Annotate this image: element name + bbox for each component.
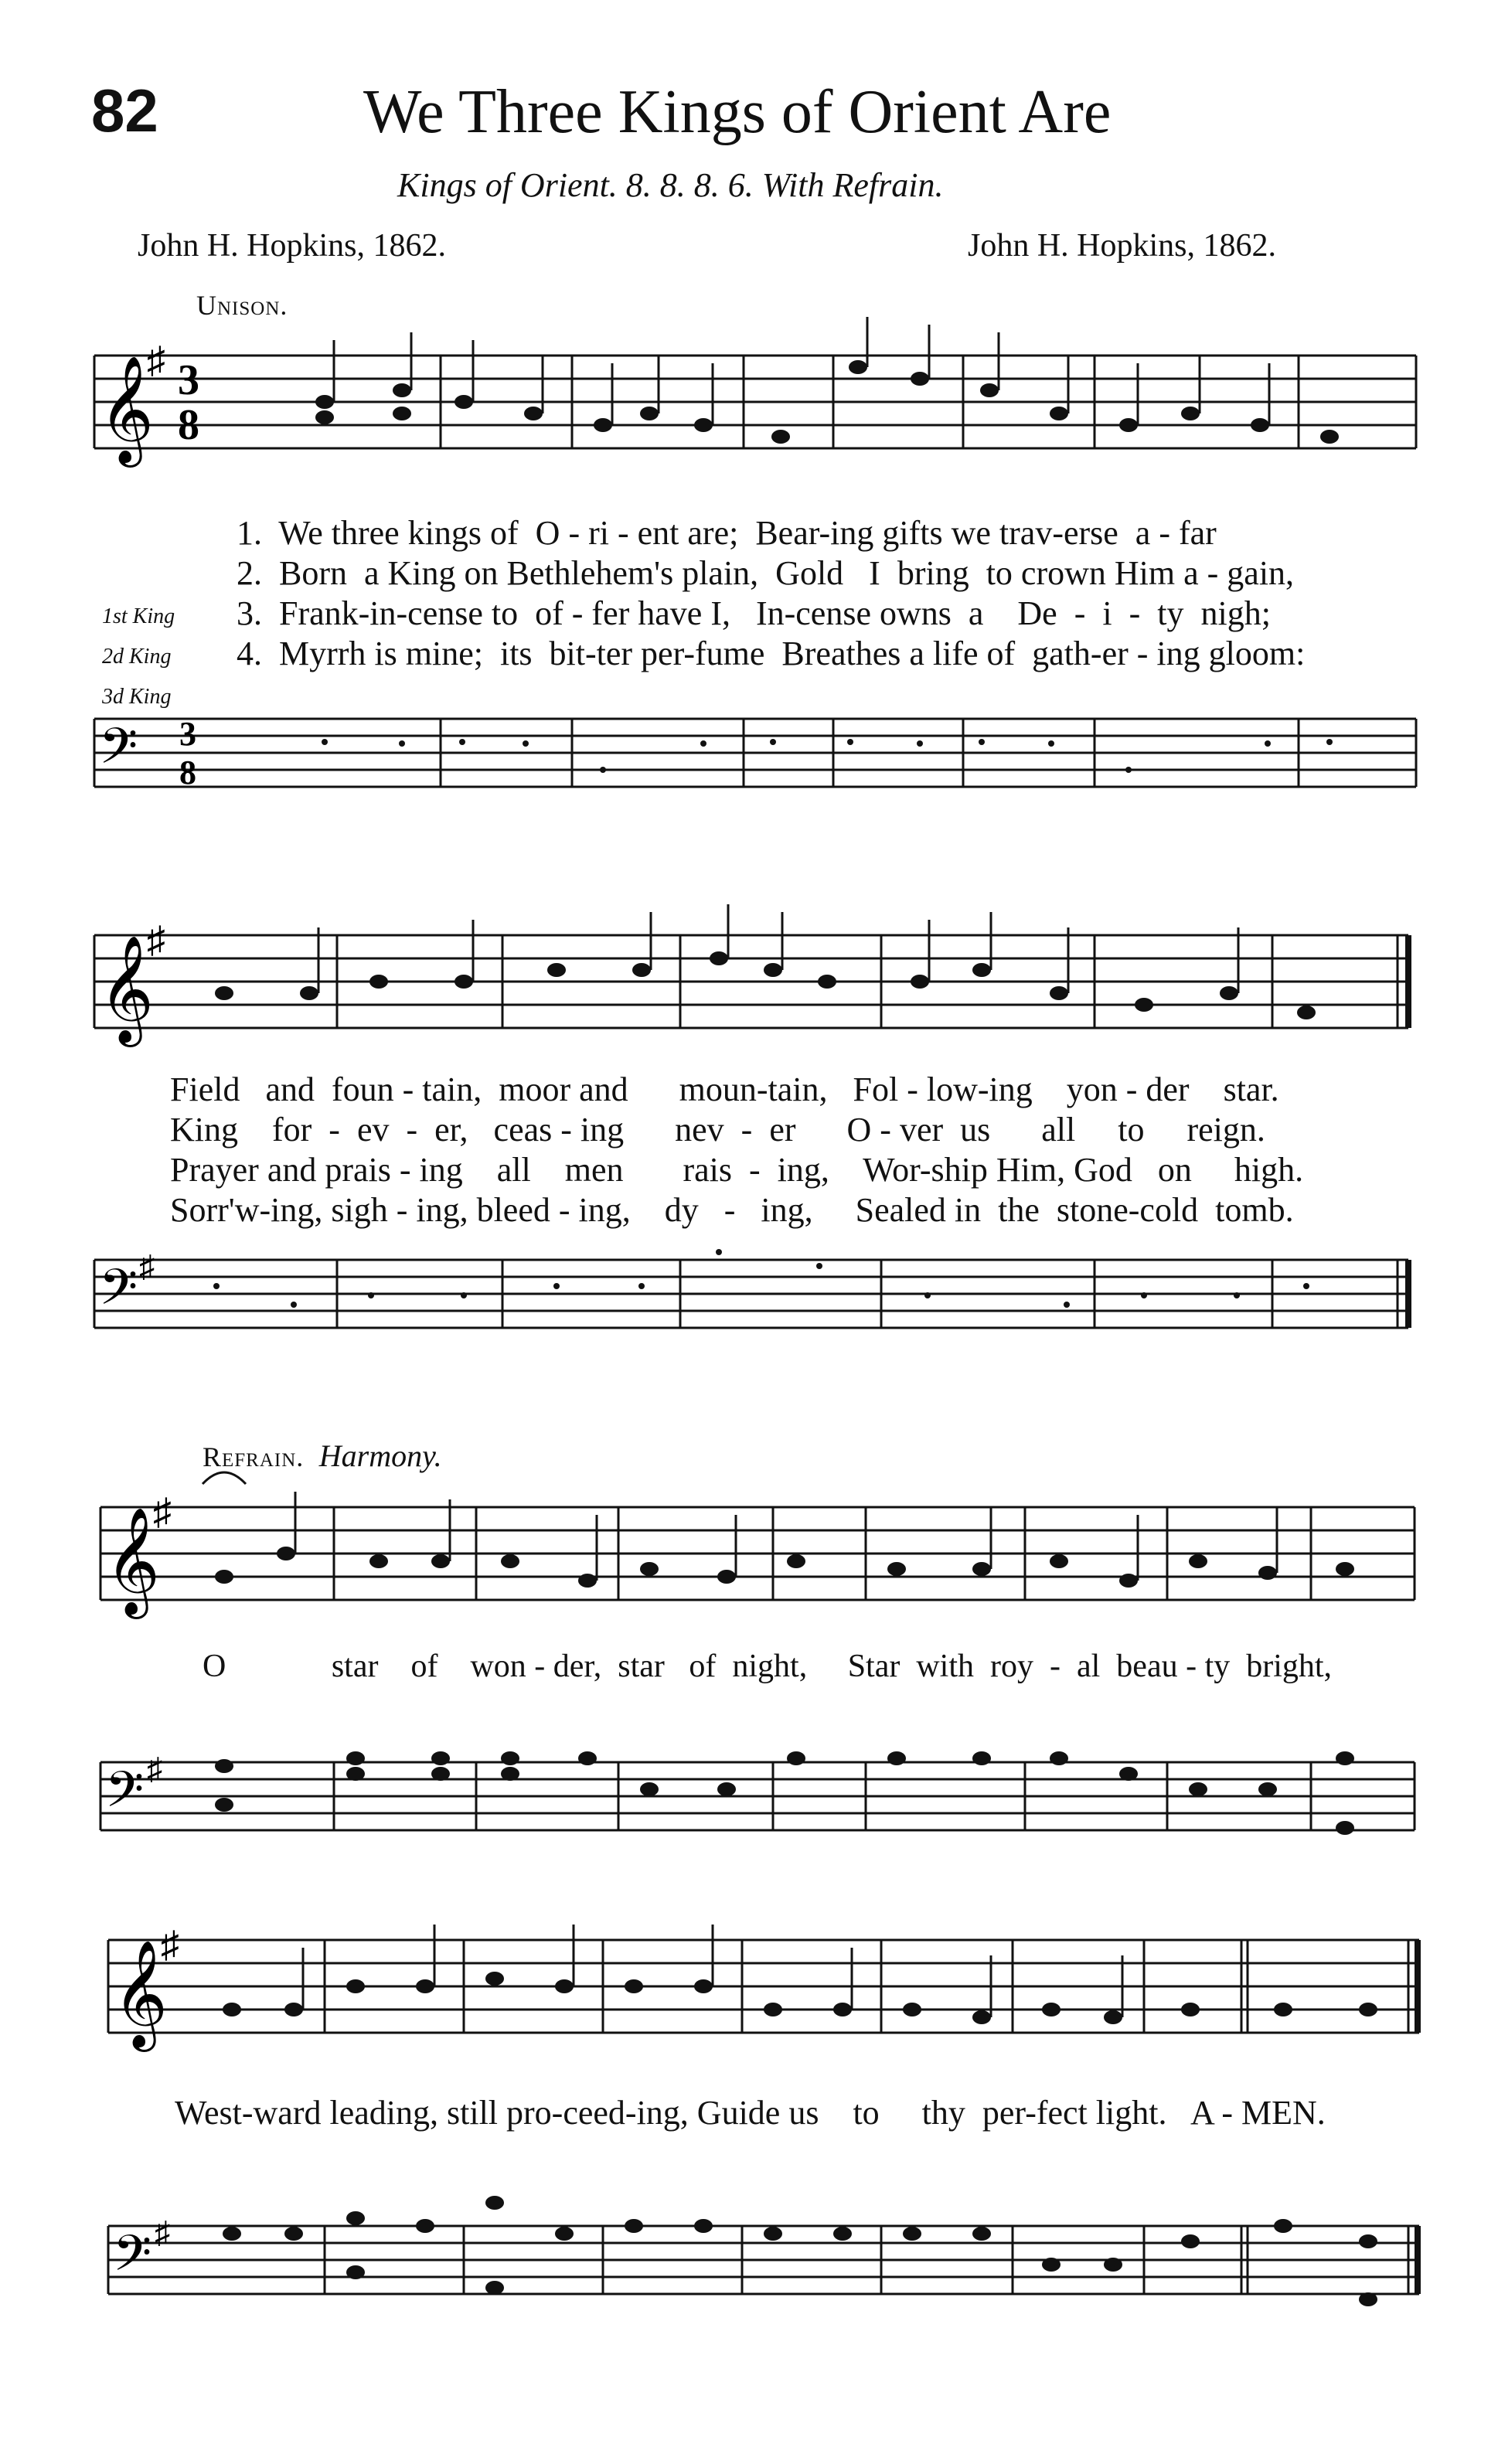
verse-3-line-2: Prayer and prais - ing all men rais - ing, Wor-ship Him, God on high.: [170, 1151, 1304, 1189]
verse-2-line-1: 2. Born a King on Bethlehem's plain, Gold I bring to crown Him a - gain,: [237, 554, 1295, 592]
verses-block-1: [237, 513, 1305, 674]
verse-1-line-2: Field and foun - tain, moor and moun-tain, Fol - low-ing yon - der star.: [170, 1070, 1279, 1108]
verse-1-line-1: 1. We three kings of O - ri - ent are; Bear-ing gifts we trav-erse a - far: [237, 514, 1217, 552]
staff-system-4-treble: [0, 1909, 1498, 2064]
svg-text:𝄞: 𝄞: [113, 1940, 168, 2047]
svg-text:♯: ♯: [147, 1751, 162, 1786]
refrain-mark: Refrain.: [203, 1441, 305, 1472]
refrain-lyrics-1: O star of won - der, star of night, Star with roy - al beau - ty bright,: [203, 1649, 1333, 1684]
verse-4-line-1: 4. Myrrh is mine; its bit-ter per-fume Breathes a life of gath-er - ing gloom:: [237, 635, 1306, 672]
time-sig-bottom: 8: [178, 401, 199, 449]
staff-system-1-bass: [0, 696, 1498, 819]
hymn-title: We Three Kings of Orient Are: [363, 78, 1112, 146]
staff-system-2-treble: [0, 904, 1498, 1059]
harmony-mark: Harmony.: [318, 1438, 442, 1473]
verses-block-2: [170, 1070, 1303, 1230]
svg-text:♯: ♯: [153, 1492, 172, 1533]
staff-system-1-treble: [0, 309, 1498, 495]
verse-3-line-1: 3. Frank-in-cense to of - fer have I, In-cense owns a De - i - ty nigh;: [237, 594, 1271, 632]
svg-text:♯: ♯: [147, 920, 165, 961]
refrain-lyrics-2: West-ward leading, still pro-ceed-ing, Guide us to thy per-fect light. A - MEN.: [175, 2094, 1326, 2132]
staff-system-3-treble: [0, 1453, 1498, 1639]
verse-4-line-2: Sorr'w-ing, sigh - ing, bleed - ing, dy - ing, Sealed in the stone-cold tomb.: [170, 1191, 1294, 1229]
verse-labels: [102, 556, 218, 717]
tune-meter: Kings of Orient. 8. 8. 8. 6. With Refrain.: [397, 166, 944, 204]
treble-clef-icon: 𝄞: [99, 356, 154, 463]
svg-text:𝄢: 𝄢: [113, 2225, 152, 2295]
staff-system-2-bass: [0, 1221, 1498, 1360]
svg-text:𝄞: 𝄞: [105, 1507, 160, 1615]
words-credit: John H. Hopkins, 1862.: [138, 228, 447, 264]
svg-text:𝄢: 𝄢: [99, 1259, 138, 1329]
verse-label-2: 1st King: [102, 604, 175, 628]
bass-clef-icon: 𝄢: [99, 718, 138, 788]
svg-text:♯: ♯: [155, 2215, 170, 2250]
staff-system-4-bass: [0, 2164, 1498, 2342]
svg-text:♯: ♯: [147, 340, 165, 381]
verse-2-line-2: King for - ev - er, ceas - ing nev - er O - ver us all to reign.: [170, 1111, 1265, 1149]
svg-text:𝄢: 𝄢: [105, 1761, 145, 1831]
music-credit: John H. Hopkins, 1862.: [968, 228, 1277, 264]
svg-text:8: 8: [179, 754, 196, 791]
hymn-number: 82: [91, 77, 158, 145]
svg-text:𝄞: 𝄞: [99, 935, 154, 1043]
svg-text:♯: ♯: [161, 1925, 179, 1965]
verse-label-3: 2d King: [102, 645, 172, 669]
time-sig-top: 3: [178, 356, 199, 404]
verse-label-4: 3d King: [102, 685, 172, 709]
unison-mark: Unison.: [196, 290, 288, 321]
staff-system-3-bass: [0, 1700, 1498, 1855]
svg-text:3: 3: [179, 715, 196, 753]
svg-text:♯: ♯: [139, 1249, 155, 1284]
